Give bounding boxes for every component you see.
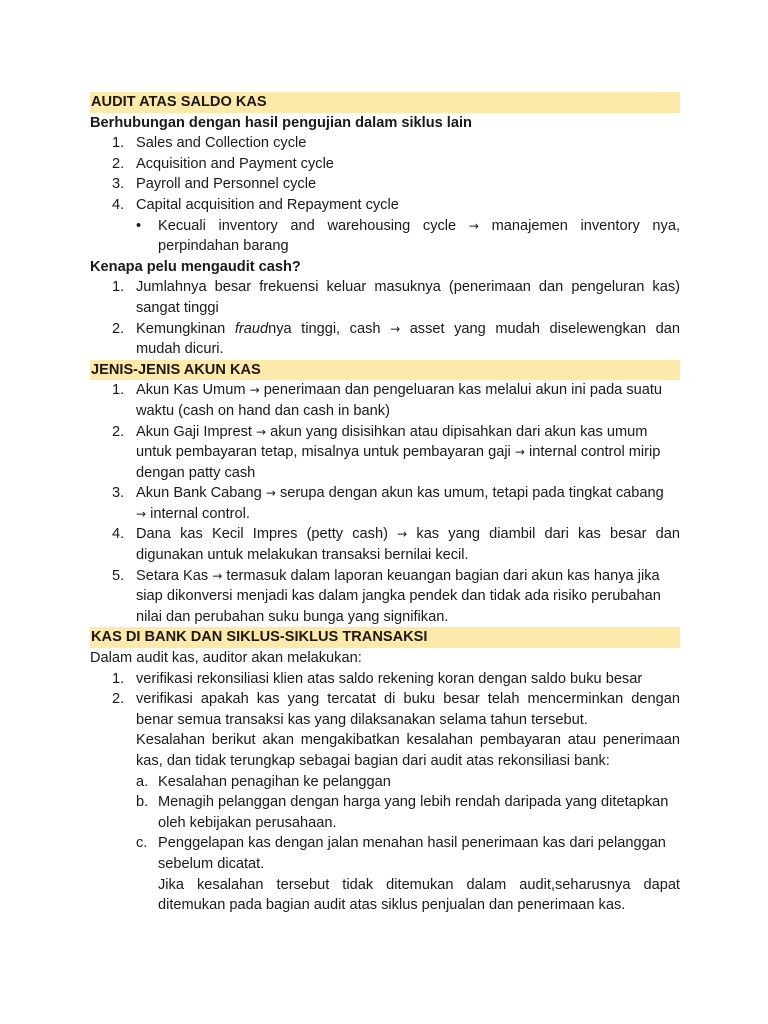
- list-item-continuation: → internal control.: [136, 505, 250, 522]
- list-item: 3. Payroll and Personnel cycle: [112, 176, 317, 193]
- section-heading-audit-saldo-kas: AUDIT ATAS SALDO KAS: [90, 92, 680, 113]
- list-item: 4. Dana kas Kecil Impres (petty cash) → kas yang diambil dari kas besar dan: [112, 526, 680, 543]
- arrow-icon: →: [390, 321, 401, 336]
- list-item-continuation: sangat tinggi: [136, 299, 219, 316]
- list-item: 5. Setara Kas → termasuk dalam laporan keuangan bagian dari akun kas hanya jika: [112, 567, 660, 584]
- arrow-icon: →: [256, 424, 267, 439]
- list-item-continuation: untuk pembayaran tetap, misalnya untuk pembayaran gaji → internal control mirip: [136, 444, 661, 461]
- bullet-item: • Kecuali inventory and warehousing cycle → manajemen inventory nya,: [90, 216, 680, 237]
- sublist-item-continuation: ditemukan pada bagian audit atas siklus penjualan dan penerimaan kas.: [158, 897, 626, 914]
- list-item-continuation: mudah dicuri.: [136, 341, 224, 358]
- sublist-item: c. Penggelapan kas dengan jalan menahan hasil penerimaan kas dari pelanggan: [136, 835, 666, 852]
- list-item: 2. Akun Gaji Imprest → akun yang disisihkan atau dipisahkan dari akun kas umum: [112, 423, 648, 440]
- list-item: 1. verifikasi rekonsiliasi klien atas saldo rekening koran dengan saldo buku besar: [112, 670, 643, 687]
- sublist-item-continuation: oleh kebijakan perusahaan.: [158, 814, 337, 831]
- list-item-continuation: Kesalahan berikut akan mengakibatkan kesalahan pembayaran atau penerimaan: [136, 732, 680, 749]
- list-item: 3. Akun Bank Cabang → serupa dengan akun kas umum, tetapi pada tingkat cabang: [112, 485, 664, 502]
- list-item-continuation: kas, dan tidak terungkap sebagai bagian dari audit atas rekonsiliasi bank:: [136, 753, 610, 769]
- list-item: 2. verifikasi apakah kas yang tercatat di buku besar telah mencerminkan dengan: [112, 691, 680, 708]
- arrow-icon: →: [212, 568, 223, 583]
- bullet-icon: •: [136, 217, 142, 234]
- arrow-icon: →: [249, 383, 260, 398]
- list-item-continuation: dengan patty cash: [136, 464, 256, 481]
- list-item: 1. Sales and Collection cycle: [112, 135, 307, 152]
- sublist-item-continuation: Jika kesalahan tersebut tidak ditemukan dalam audit,seharusnya dapat: [158, 876, 680, 893]
- arrow-icon: →: [265, 486, 276, 501]
- sublist-item-continuation: sebelum dicatat.: [158, 855, 265, 872]
- list-item: 1. Akun Kas Umum → penerimaan dan pengeluaran kas melalui akun ini pada suatu: [112, 382, 663, 399]
- arrow-icon: →: [397, 527, 408, 542]
- sublist-item: a. Kesalahan penagihan ke pelanggan: [136, 773, 391, 790]
- list-item: 4. Capital acquisition and Repayment cycle: [112, 196, 399, 213]
- section-heading-jenis-akun-kas: JENIS-JENIS AKUN KAS: [90, 360, 680, 381]
- subheading-kenapa-audit-cash: Kenapa pelu mengaudit cash?: [90, 258, 301, 275]
- list-item-continuation: siap dikonversi menjadi kas dalam jangka pendek dan tidak ada risiko perubahan: [136, 588, 661, 605]
- sublist-item: b. Menagih pelanggan dengan harga yang lebih rendah daripada yang ditetapkan: [136, 794, 669, 811]
- arrow-icon: →: [136, 506, 147, 521]
- document-content: [90, 92, 680, 916]
- list-item: 2. Kemungkinan fraudnya tinggi, cash → asset yang mudah diselewengkan dan: [112, 320, 680, 337]
- list-item-continuation: nilai dan perubahan suku bunga yang signifikan.: [136, 608, 449, 625]
- section-heading-kas-di-bank: KAS DI BANK DAN SIKLUS-SIKLUS TRANSAKSI: [90, 627, 680, 648]
- arrow-icon: →: [514, 445, 525, 460]
- list-item-continuation: digunakan untuk melakukan transaksi bernilai kecil.: [136, 547, 469, 564]
- list-item: 1. Jumlahnya besar frekuensi keluar masuknya (penerimaan dan pengeluran kas): [112, 279, 680, 296]
- intro-text: Dalam audit kas, auditor akan melakukan:: [90, 650, 362, 667]
- bullet-item-continuation: perpindahan barang: [158, 238, 289, 255]
- subheading-siklus-lain: Berhubungan dengan hasil pengujian dalam siklus lain: [90, 114, 472, 131]
- list-item: 2. Acquisition and Payment cycle: [112, 155, 334, 172]
- list-item-continuation: benar semua transaksi kas yang dilaksanakan selama tahun tersebut.: [136, 711, 588, 728]
- list-item-continuation: waktu (cash on hand dan cash in bank): [136, 402, 390, 419]
- arrow-icon: →: [468, 218, 479, 233]
